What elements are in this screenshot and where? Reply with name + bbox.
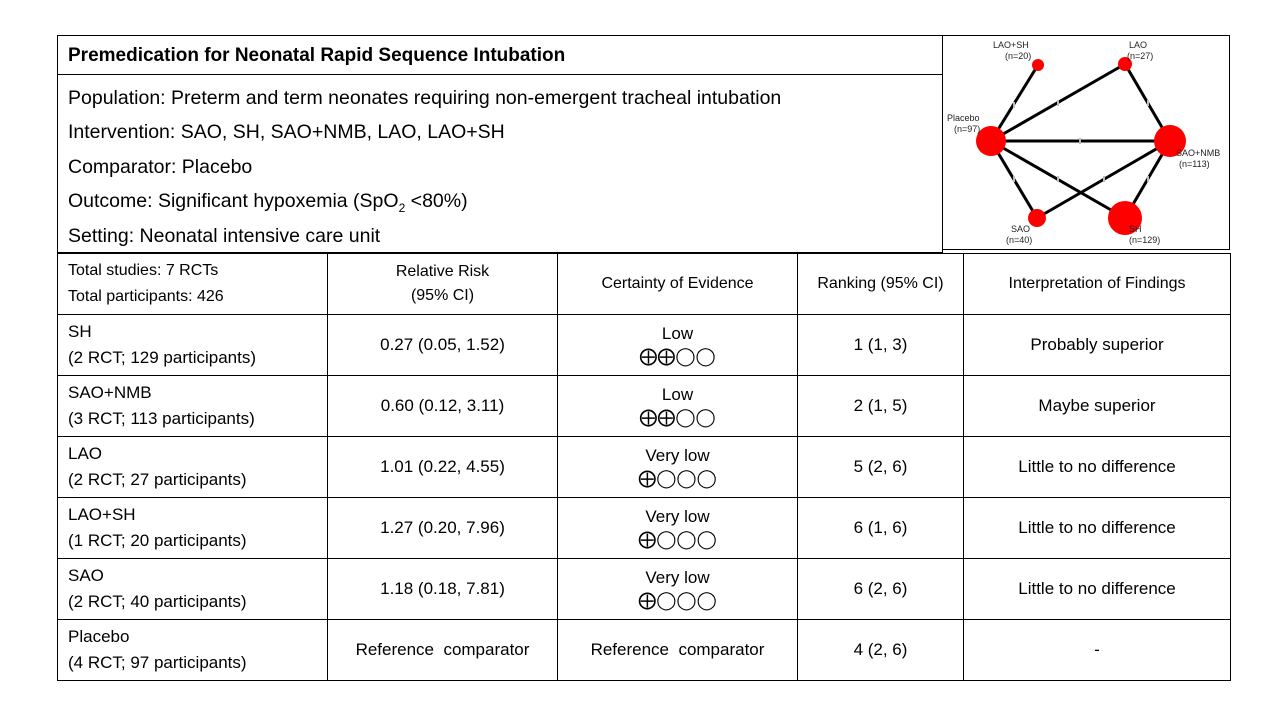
certainty-cell: Reference comparator: [558, 620, 798, 681]
certainty-cell: [558, 559, 798, 620]
intervention-line: Intervention: SAO, SH, SAO+NMB, LAO, LAO+SH: [68, 121, 505, 144]
treatment-detail: (4 RCT; 97 participants): [68, 653, 247, 672]
network-svg: [943, 36, 1231, 251]
pico-list: [58, 75, 942, 253]
interpretation: Little to no difference: [964, 559, 1231, 620]
treatment-name: LAO+SH: [68, 505, 136, 524]
outcome-prefix: Outcome: Significant hypoxemia (SpO: [68, 190, 399, 213]
treatment-detail: (2 RCT; 129 participants): [68, 348, 257, 367]
treatment-cell: [58, 620, 328, 681]
certainty-label: Very low: [645, 507, 710, 526]
outcome-line: [68, 184, 942, 218]
network-nodes: [976, 57, 1186, 235]
table-row: [58, 376, 1231, 437]
table-row: [58, 315, 1231, 376]
certainty-label: Low: [661, 385, 694, 404]
interpretation: Maybe superior: [964, 376, 1231, 437]
edge-tick: [1057, 100, 1059, 106]
interpretation: Little to no difference: [964, 437, 1231, 498]
edge-tick: [1147, 176, 1149, 182]
header-rr: [328, 254, 558, 315]
setting-line: Setting: Neonatal intensive care unit: [68, 224, 381, 247]
edge-tick: [1103, 176, 1105, 182]
certainty-cell: [558, 498, 798, 559]
relative-risk: 1.01 (0.22, 4.55): [328, 437, 558, 498]
outcome-suffix: <80%): [405, 190, 468, 213]
node-label: LAO+SH: [993, 40, 1029, 50]
interpretation: Little to no difference: [964, 498, 1231, 559]
node-count: (n=40): [1006, 235, 1033, 245]
node-label: SAO+NMB: [1176, 148, 1221, 158]
treatment-name: Placebo: [68, 627, 130, 646]
certainty-label: Low: [661, 324, 694, 343]
node-sao: [1028, 209, 1046, 227]
node-count: (n=113): [1179, 159, 1210, 169]
table-header-row: [58, 254, 1231, 315]
header-ranking: Ranking (95% CI): [798, 254, 964, 315]
relative-risk: 0.60 (0.12, 3.11): [328, 376, 558, 437]
treatment-name: SAO+NMB: [68, 383, 152, 402]
header-interpretation: Interpretation of Findings: [964, 254, 1231, 315]
certainty-cell: [558, 437, 798, 498]
certainty-symbols: ⨁◯◯◯: [638, 529, 717, 550]
relative-risk: 0.27 (0.05, 1.52): [328, 315, 558, 376]
comparator-line: Comparator: Placebo: [68, 155, 253, 178]
treatment-cell: [58, 315, 328, 376]
certainty-label: Very low: [645, 446, 710, 465]
treatment-cell: [58, 498, 328, 559]
population-line: Population: Preterm and term neonates requiring non-emergent tracheal intubation: [68, 87, 782, 109]
node-label: Placebo: [947, 113, 980, 123]
header-studies-line2: Total participants: 426: [68, 288, 224, 305]
header-studies: [58, 254, 328, 315]
certainty-symbols: ⨁◯◯◯: [638, 590, 717, 611]
treatment-name: SH: [68, 322, 92, 341]
page-title: Premedication for Neonatal Rapid Sequence Intubation: [58, 36, 942, 75]
treatment-name: LAO: [68, 444, 103, 463]
treatment-cell: [58, 376, 328, 437]
node-label: SH: [1129, 224, 1142, 234]
table-row: [58, 437, 1231, 498]
interpretation: Probably superior: [964, 315, 1231, 376]
table-row: [58, 559, 1231, 620]
treatment-name: SAO: [68, 566, 104, 585]
header-rr-line2: (95% CI): [410, 287, 475, 304]
node-count: (n=129): [1129, 235, 1161, 245]
node-placebo: [976, 126, 1006, 156]
certainty-label: Very low: [645, 568, 710, 587]
treatment-detail: (2 RCT; 27 participants): [68, 470, 247, 489]
node-count: (n=20): [1005, 51, 1032, 61]
node-count: (n=97): [954, 124, 981, 134]
edge-tick: [1147, 100, 1149, 106]
ranking: 5 (2, 6): [798, 437, 964, 498]
relative-risk: 1.27 (0.20, 7.96): [328, 498, 558, 559]
results-table: [57, 253, 1231, 681]
treatment-cell: [58, 437, 328, 498]
network-diagram: [942, 35, 1230, 250]
ranking: 1 (1, 3): [798, 315, 964, 376]
table-row: [58, 620, 1231, 681]
relative-risk: Reference comparator: [328, 620, 558, 681]
ranking: 6 (1, 6): [798, 498, 964, 559]
certainty-symbols: ⨁◯◯◯: [638, 468, 717, 489]
ranking: 6 (2, 6): [798, 559, 964, 620]
certainty-cell: [558, 315, 798, 376]
certainty-symbols: ⨁⨁◯◯: [639, 346, 716, 367]
node-laosh: [1032, 59, 1044, 71]
edge-tick: [1079, 138, 1081, 144]
node-count: (n=27): [1127, 51, 1154, 61]
edge-tick: [1013, 102, 1015, 108]
edge-tick: [1013, 176, 1015, 182]
header-rr-line1: Relative Risk: [395, 263, 490, 280]
relative-risk: 1.18 (0.18, 7.81): [328, 559, 558, 620]
treatment-cell: [58, 559, 328, 620]
node-label: LAO: [1129, 40, 1148, 50]
ranking: 2 (1, 5): [798, 376, 964, 437]
certainty-symbols: ⨁⨁◯◯: [639, 407, 716, 428]
certainty-cell: [558, 376, 798, 437]
treatment-detail: (1 RCT; 20 participants): [68, 531, 247, 550]
interpretation: -: [964, 620, 1231, 681]
pico-box: [57, 35, 943, 253]
treatment-detail: (2 RCT; 40 participants): [68, 592, 247, 611]
table-row: [58, 498, 1231, 559]
header-certainty: Certainty of Evidence: [558, 254, 798, 315]
outcome-subscript: 2: [398, 201, 406, 216]
treatment-detail: (3 RCT; 113 participants): [68, 409, 255, 428]
node-label: SAO: [1011, 224, 1031, 234]
ranking: 4 (2, 6): [798, 620, 964, 681]
edge-tick: [1057, 176, 1059, 182]
header-studies-line1: Total studies: 7 RCTs: [68, 262, 219, 279]
